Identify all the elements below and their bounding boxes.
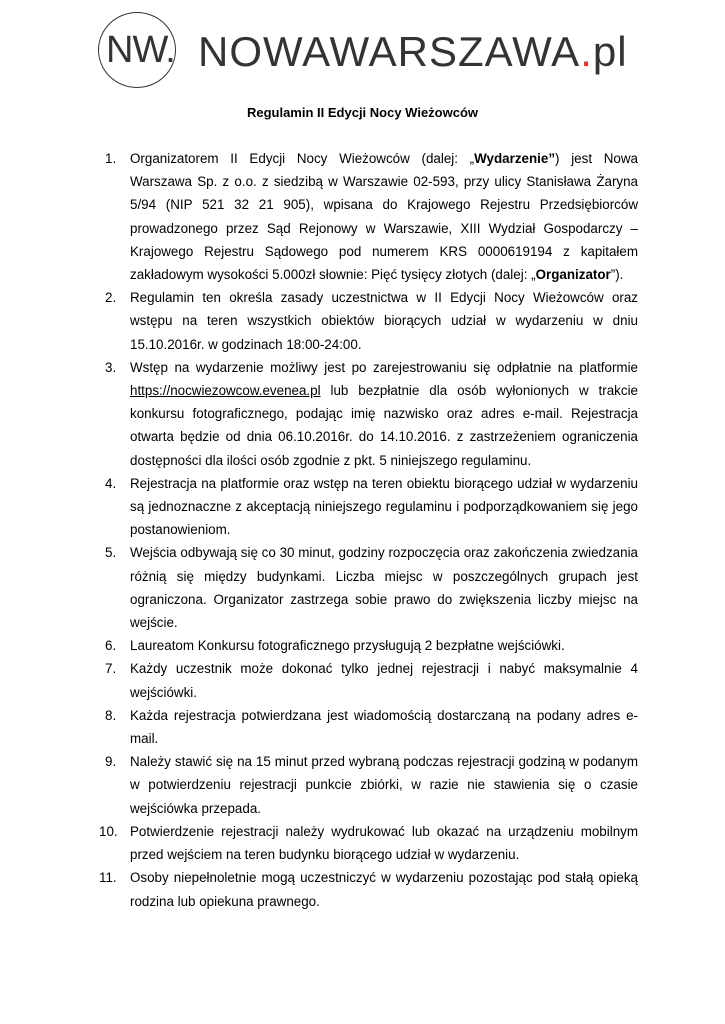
logo-tld: pl	[592, 28, 628, 75]
logo-monogram: NW.	[106, 29, 175, 71]
registration-link[interactable]: https://nocwiezowcow.evenea.pl	[130, 383, 321, 399]
item-text: Laureatom Konkursu fotograficznego przysługują 2 bezpłatne wejściówki.	[130, 638, 565, 654]
document-title: Regulamin II Edycji Nocy Wieżowców	[246, 105, 479, 120]
list-item	[105, 472, 638, 542]
item-text: lub bezpłatnie dla osób wyłonionych w trakcie konkursu fotograficznego, podając imię nazwisko oraz adres e-mail. Rejestracja otwarta będzie od dnia 06.10.2016r. do 14.10.2016. z zastrzeżeniem ograniczenia dostępności dla ilości osób zgodnie z pkt. 5 niniejszego regulaminu.	[130, 383, 638, 468]
logo-wordmark	[198, 30, 628, 74]
list-item	[105, 657, 638, 703]
item-text: Potwierdzenie rejestracji należy wydrukować lub okazać na urządzeniu mobilnym przed wejściem na teren budynku biorącego udział w wydarzeniu.	[130, 823, 638, 863]
item-text: Należy stawić się na 15 minut przed wybraną podczas rejestracji godziną w podanym w potwierdzeniu rejestracji punkcie zbiórki, w razie nie stawienia się o czasie wejściówka przepada.	[130, 754, 638, 816]
list-item	[105, 147, 638, 286]
item-text: Rejestracja na platformie oraz wstęp na teren obiektu biorącego udział w wydarzeniu są jednoznaczne z akceptacją niniejszego regulaminu i podporządkowaniem się jego postanowieniom.	[130, 475, 638, 538]
item-number: 8.	[105, 707, 117, 723]
logo-word-text: NOWAWARSZAWA	[198, 28, 581, 75]
item-text: Osoby niepełnoletnie mogą uczestniczyć w wydarzeniu pozostając pod stałą opieką rodzina lub opiekuna prawnego.	[130, 870, 638, 909]
item-number: 10.	[99, 823, 118, 839]
item-text: Każda rejestracja potwierdzana jest wiadomością dostarczaną na podany adres e-mail.	[130, 707, 638, 747]
item-number: 1.	[105, 151, 117, 166]
item-number: 2.	[105, 290, 117, 306]
list-item	[105, 634, 638, 657]
item-number: 7.	[105, 661, 117, 677]
item-number: 11.	[99, 870, 117, 886]
item-text: ”).	[610, 267, 624, 283]
item-number: 9.	[105, 754, 117, 770]
item-bold-term: Wydarzenie”	[474, 151, 556, 166]
nowawarszawa-logo	[98, 12, 628, 88]
item-text: Wstęp na wydarzenie możliwy jest po zarejestrowaniu się odpłatnie na platformie	[130, 359, 638, 375]
item-number: 3.	[105, 359, 117, 375]
item-text: Organizatorem II Edycji Nocy Wieżowców (dalej: „	[130, 151, 475, 166]
list-item	[105, 704, 638, 750]
item-text: Regulamin ten określa zasady uczestnictwa w II Edycji Nocy Wieżowców oraz wstępu na teren wszystkich obiektów biorących udział w wydarzeniu w dniu 15.10.2016r. w godzinach 18:00-24:00.	[130, 290, 638, 352]
logo-red-dot: .	[580, 28, 593, 75]
list-item	[105, 541, 638, 634]
item-number: 5.	[105, 545, 117, 561]
item-text: Każdy uczestnik może dokonać tylko jednej rejestracji i nabyć maksymalnie 4 wejściówki.	[130, 661, 638, 700]
item-number: 6.	[105, 638, 117, 654]
item-text: ) jest Nowa Warszawa Sp. z o.o. z siedzibą w Warszawie 02-593, przy ulicy Stanisława Żaryna 5/94 (NIP 521 32 21 905), wpisana do Krajowego Rejestru Przedsiębiorców prowadzonego przez Sąd Rejonowy w Warszawie, XIII Wydział Gospodarczy – Krajowego Rejestru Sądowego pod numerem KRS 0000619194 z kapitałem zakładowym wysokości 5.000zł słownie: Pięć tysięcy złotych (dalej: „	[130, 151, 638, 283]
list-item	[105, 356, 638, 472]
list-item	[99, 820, 638, 866]
list-item	[105, 750, 638, 820]
item-number: 4.	[105, 475, 117, 491]
item-bold-term: Organizator	[535, 267, 611, 283]
list-item	[99, 866, 638, 912]
regulations-list	[99, 147, 638, 913]
item-text: Wejścia odbywają się co 30 minut, godziny rozpoczęcia oraz zakończenia zwiedzania różnią się między budynkami. Liczba miejsc w poszczególnych grupach jest ograniczona. Organizator zastrzega sobie prawo do zwiększenia liczby miejsc na wejście.	[130, 545, 638, 631]
list-item	[105, 286, 638, 356]
